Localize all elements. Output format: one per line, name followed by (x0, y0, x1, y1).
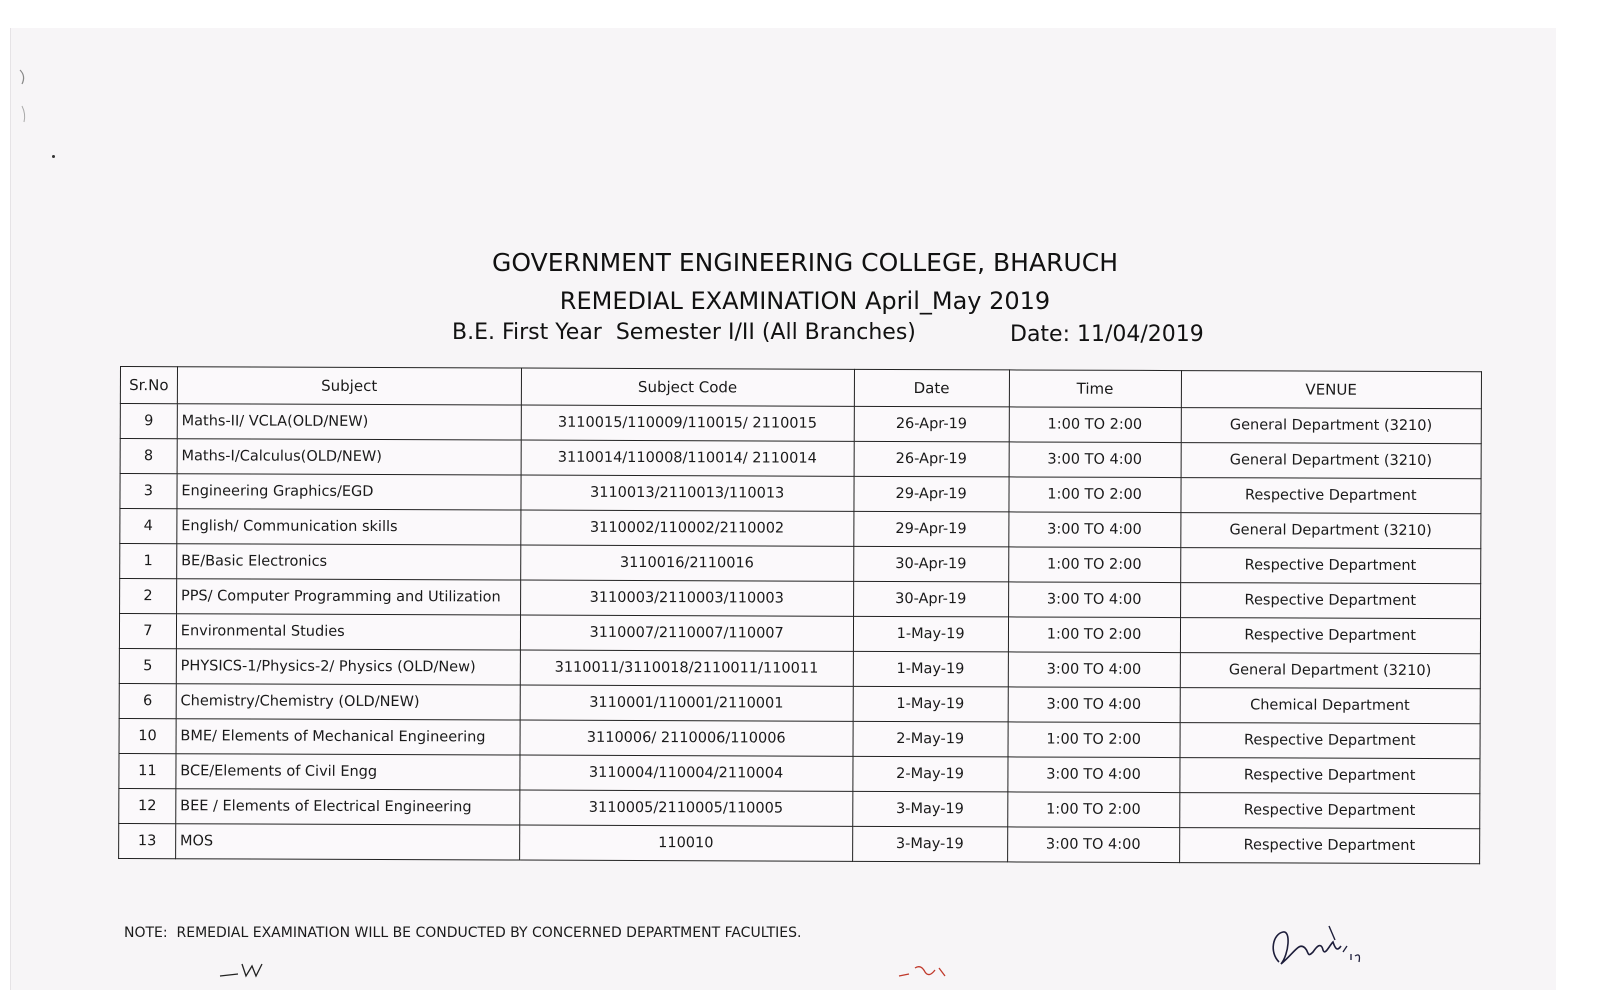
table-row (120, 474, 1481, 514)
scan-dot (52, 155, 55, 158)
cell-date: 2-May-19 (853, 721, 1008, 757)
course-subtitle: B.E. First Year Semester I/II (All Branches) (452, 320, 916, 345)
cell-venue: Chemical Department (1180, 688, 1481, 724)
cell-date: 2-May-19 (852, 756, 1007, 792)
cell-subject: MOS (175, 824, 519, 860)
table-header-row (120, 367, 1481, 409)
cell-srno: 11 (119, 753, 176, 788)
cell-date: 26-Apr-19 (854, 441, 1009, 477)
table-row (120, 439, 1481, 479)
notice-date: Date: 11/04/2019 (1010, 322, 1204, 347)
cell-srno: 4 (120, 509, 177, 544)
cell-time: 3:00 TO 4:00 (1007, 827, 1179, 863)
cell-venue: Respective Department (1180, 723, 1481, 759)
cell-time: 1:00 TO 2:00 (1008, 722, 1180, 758)
cell-venue: Respective Department (1179, 793, 1480, 829)
cell-time: 3:00 TO 4:00 (1009, 512, 1181, 548)
signature-icon (1265, 912, 1375, 972)
cell-srno: 8 (120, 439, 177, 474)
cell-subject-code: 3110006/ 2110006/110006 (520, 720, 853, 756)
college-title: GOVERNMENT ENGINEERING COLLEGE, BHARUCH (492, 248, 1118, 277)
red-ink-mark-icon (895, 962, 955, 982)
cell-subject: BEE / Elements of Electrical Engineering (176, 789, 520, 825)
cell-subject: Maths-I/Calculus(OLD/NEW) (177, 439, 521, 475)
cell-venue: Respective Department (1180, 583, 1481, 619)
table-row (119, 648, 1480, 688)
cell-subject: English/ Communication skills (177, 509, 521, 545)
cell-time: 1:00 TO 2:00 (1007, 792, 1179, 828)
cell-date: 3-May-19 (852, 791, 1007, 827)
cell-date: 26-Apr-19 (854, 406, 1009, 442)
cell-time: 3:00 TO 4:00 (1008, 582, 1180, 618)
cell-venue: Respective Department (1180, 478, 1481, 514)
cell-time: 1:00 TO 2:00 (1008, 617, 1180, 653)
cell-subject-code: 110010 (519, 825, 852, 861)
cell-time: 3:00 TO 4:00 (1008, 757, 1180, 793)
cell-subject-code: 3110013/2110013/110013 (521, 475, 854, 511)
cell-venue: Respective Department (1180, 618, 1481, 654)
cell-subject-code: 3110001/110001/2110001 (520, 685, 853, 721)
cell-subject: PHYSICS-1/Physics-2/ Physics (OLD/New) (176, 649, 520, 685)
cell-date: 1-May-19 (853, 616, 1008, 652)
cell-time: 1:00 TO 2:00 (1009, 477, 1181, 513)
cell-subject: Chemistry/Chemistry (OLD/NEW) (176, 684, 520, 720)
cell-subject-code: 3110005/2110005/110005 (519, 790, 852, 826)
cell-subject: BE/Basic Electronics (177, 544, 521, 580)
table-row (120, 579, 1481, 619)
cell-subject: Environmental Studies (176, 614, 520, 650)
cell-srno: 6 (119, 683, 176, 718)
header-venue: VENUE (1181, 371, 1482, 409)
cell-subject: PPS/ Computer Programming and Utilization (176, 579, 520, 615)
cell-time: 1:00 TO 2:00 (1009, 407, 1181, 443)
table-row (119, 718, 1480, 758)
cell-date: 30-Apr-19 (853, 581, 1008, 617)
cell-subject: Engineering Graphics/EGD (177, 474, 521, 510)
cell-subject: BCE/Elements of Civil Engg (176, 754, 520, 790)
cell-srno: 1 (120, 544, 177, 579)
cell-date: 1-May-19 (853, 651, 1008, 687)
cell-venue: General Department (3210) (1181, 443, 1482, 479)
cell-subject-code: 3110016/2110016 (520, 545, 853, 581)
cell-date: 29-Apr-19 (854, 476, 1009, 512)
header-srno: Sr.No (120, 367, 177, 404)
cell-srno: 7 (119, 614, 176, 649)
cell-subject-code: 3110011/3110018/2110011/110011 (520, 650, 853, 686)
table-row (119, 753, 1480, 793)
cell-srno: 5 (119, 648, 176, 683)
table-row (119, 788, 1480, 828)
cell-srno: 2 (120, 579, 177, 614)
cell-venue: Respective Department (1179, 828, 1480, 864)
cell-date: 30-Apr-19 (853, 546, 1008, 582)
cell-subject: Maths-II/ VCLA(OLD/NEW) (177, 404, 521, 440)
cell-subject-code: 3110007/2110007/110007 (520, 615, 853, 651)
cell-time: 1:00 TO 2:00 (1008, 547, 1180, 583)
exam-title: REMEDIAL EXAMINATION April_May 2019 (559, 287, 1051, 315)
cell-date: 3-May-19 (852, 826, 1007, 862)
cell-srno: 10 (119, 718, 176, 753)
cell-venue: General Department (3210) (1181, 408, 1482, 444)
footer-note: NOTE: REMEDIAL EXAMINATION WILL BE CONDUCTED BY CONCERNED DEPARTMENT FACULTIES. (124, 925, 802, 941)
table-row (119, 614, 1480, 654)
table-row (119, 683, 1480, 723)
header-time: Time (1009, 370, 1181, 408)
table-row (120, 544, 1481, 584)
cell-subject-code: 3110003/2110003/110003 (520, 580, 853, 616)
cell-time: 3:00 TO 4:00 (1008, 687, 1180, 723)
handwritten-mark-icon (218, 960, 278, 980)
table-row (119, 823, 1480, 863)
cell-srno: 13 (119, 823, 176, 858)
exam-schedule-table (118, 366, 1482, 864)
cell-srno: 9 (120, 404, 177, 439)
cell-subject: BME/ Elements of Mechanical Engineering (176, 719, 520, 755)
cell-subject-code: 3110004/110004/2110004 (520, 755, 853, 791)
cell-time: 3:00 TO 4:00 (1009, 442, 1181, 478)
cell-venue: Respective Department (1179, 758, 1480, 794)
cell-subject-code: 3110015/110009/110015/ 2110015 (521, 405, 854, 441)
cell-subject-code: 3110014/110008/110014/ 2110014 (521, 440, 854, 476)
cell-venue: General Department (3210) (1180, 653, 1481, 689)
cell-venue: General Department (3210) (1180, 513, 1481, 549)
cell-date: 29-Apr-19 (853, 511, 1008, 547)
cell-date: 1-May-19 (853, 686, 1008, 722)
table-row (120, 509, 1481, 549)
scan-mark-icon (16, 66, 36, 126)
cell-subject-code: 3110002/110002/2110002 (520, 510, 853, 546)
header-subject-code: Subject Code (521, 368, 854, 406)
cell-srno: 12 (119, 788, 176, 823)
cell-srno: 3 (120, 474, 177, 509)
header-date: Date (854, 369, 1009, 407)
table-row (120, 404, 1481, 444)
cell-time: 3:00 TO 4:00 (1008, 652, 1180, 688)
header-subject: Subject (177, 367, 521, 405)
cell-venue: Respective Department (1180, 548, 1481, 584)
